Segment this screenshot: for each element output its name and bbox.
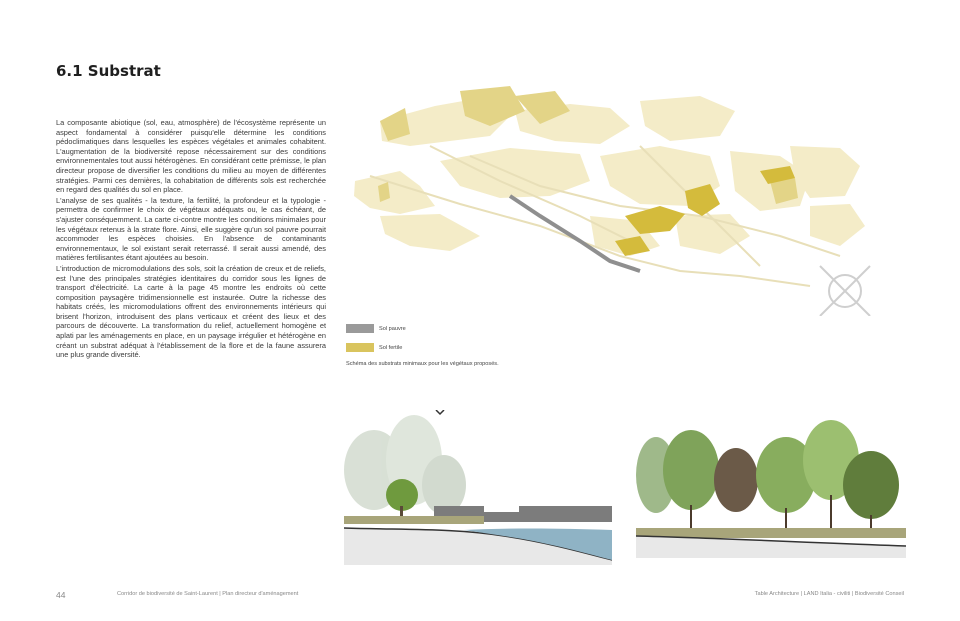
legend-label-fertile: Sol fertile	[379, 344, 403, 351]
paragraph-1: La composante abiotique (sol, eau, atmosphère) de l'écosystème représente un aspect fondamental à considérer puisqu'elle détermine les conditions pédoclimatiques dans lesquelles les espèces végétales et animales cohabitent. L'augmentation de la biodiversité repose nécessairement sur des conditions environnementales tout aussi hétérogènes. En considérant cette prémisse, le plan directeur propose de diversifier les conditions du milieu au moyen de différentes stratégies. Parmi ces dernières, la cohabitation de différents sols est recherchée en regard des qualités du sol en place.	[56, 118, 326, 195]
section-illustration-left	[344, 410, 612, 565]
map-legend	[346, 322, 406, 360]
map-caption: Schéma des substrats minimaux pour les végétaux proposés.	[346, 361, 499, 367]
page-title: 6.1 Substrat	[56, 62, 161, 80]
footer-right-text: Table Architecture | LAND Italia - civiliti | Biodiversité Conseil	[754, 591, 904, 597]
paragraph-3: L'introduction de micromodulations des sols, soit la création de creux et de reliefs, est l'une des principales stratégies identitaires du corridor sous les lignes de transport d'électricité. La carte à la page 45 montre les endroits où cette composition paysagère tridimensionnelle est instaurée. Outre la richesse des habitats créés, les micromodulations offrent des environnements intérieurs qui brisent l'horizon, introduisent des plans verticaux et créent des lieux et des parcours de découverte. La transformation du relief, actuellement homogène et aplati par les aménagements en place, en un paysage irrégulier et hétérogène en créant un substrat adéquat à l'établissement de la flore et de la faune assurera une plus grande diversité.	[56, 263, 326, 360]
legend-label-poor: Sol pauvre	[379, 325, 406, 332]
page-number: 44	[56, 590, 66, 600]
legend-item-fertile	[346, 341, 406, 354]
footer-left-text: Corridor de biodiversité de Saint-Laurent | Plan directeur d'aménagement	[117, 591, 299, 597]
substrate-map	[340, 86, 900, 316]
section-illustration-right	[636, 420, 906, 558]
map-interchange	[820, 266, 870, 316]
legend-swatch-poor	[346, 324, 374, 333]
legend-item-poor	[346, 322, 406, 335]
paragraph-2: L'analyse de ses qualités - la texture, la fertilité, la profondeur et la typologie - permettra de confirmer le choix de végétaux adéquats ou, le cas échéant, de s'ajuster conséquemment. La carte ci-contre montre les conditions minimales pour les végétaux retenus à la strate flore. Ainsi, elle suggère qu'un sol pauvre pourrait accommoder les espèces choisies. En l'absence de contaminants environnementaux, le sol existant serait reterrassé. Il serait aussi amendé, des matières fertilisantes étant ajoutées au besoin.	[56, 195, 326, 263]
legend-swatch-fertile	[346, 343, 374, 352]
body-text	[56, 118, 326, 361]
